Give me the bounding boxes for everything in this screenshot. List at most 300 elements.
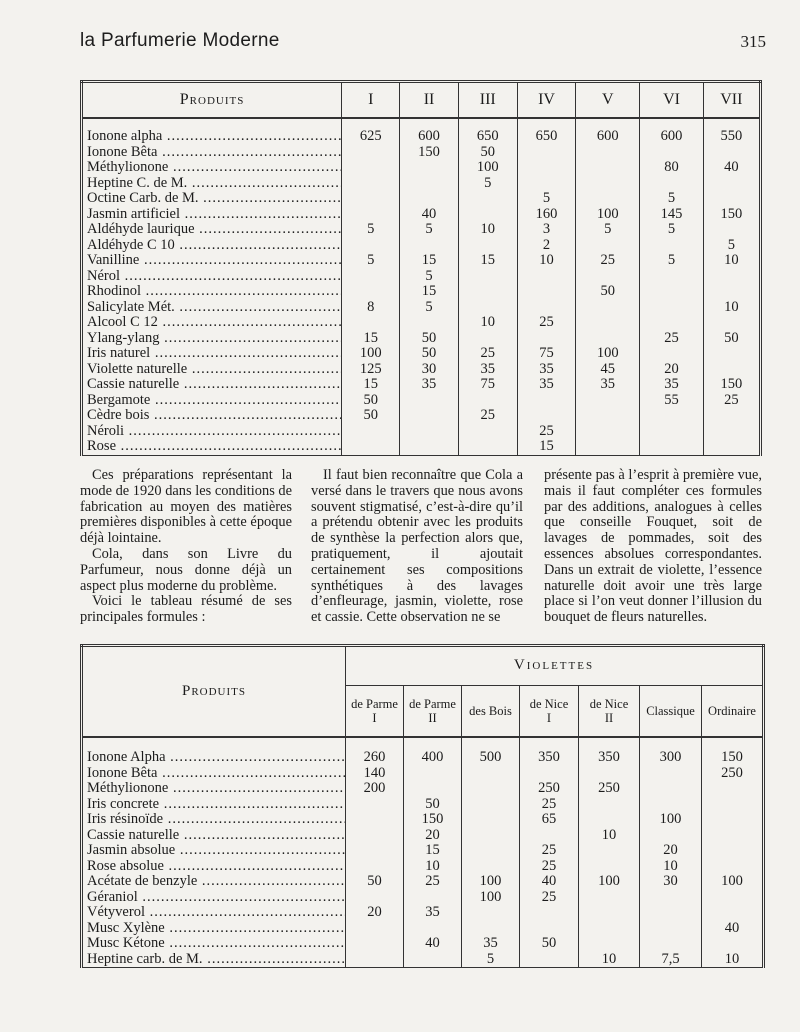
quantity-cell: 15 xyxy=(517,439,575,455)
table2-col-header xyxy=(462,686,520,738)
table-row xyxy=(82,408,761,424)
col-header-line2: I xyxy=(546,711,552,725)
product-name xyxy=(82,300,342,316)
quantity-cell: 100 xyxy=(640,812,702,828)
text-column-1 xyxy=(80,468,292,626)
quantity-cell xyxy=(579,890,640,906)
product-name xyxy=(82,191,342,207)
quantity-cell xyxy=(462,905,520,921)
product-name xyxy=(82,766,346,782)
product-name xyxy=(82,797,346,813)
quantity-cell xyxy=(400,176,458,192)
text-column-3 xyxy=(544,468,762,626)
quantity-cell xyxy=(346,952,404,968)
quantity-cell: 35 xyxy=(517,377,575,393)
product-name-text: Méthylionone ..... xyxy=(87,781,346,796)
product-name-text: Iris résinoïde ..... xyxy=(87,812,346,827)
product-name-text: Ylang-ylang ..... xyxy=(87,331,342,346)
col-header-line1: des Bois xyxy=(469,704,512,718)
quantity-cell: 10 xyxy=(579,952,640,968)
quantity-cell xyxy=(640,408,703,424)
table-row xyxy=(82,331,761,347)
product-name xyxy=(82,160,342,176)
quantity-cell xyxy=(640,238,703,254)
product-name-text: Alcool C 12 ..... xyxy=(87,315,342,330)
table1-col-header: VI xyxy=(640,82,703,119)
quantity-cell: 25 xyxy=(640,331,703,347)
table-row xyxy=(82,284,761,300)
formula-table-1 xyxy=(80,80,762,456)
table2-product-header: Produits xyxy=(82,646,346,738)
quantity-cell: 75 xyxy=(458,377,517,393)
quantity-cell xyxy=(703,269,760,285)
table2-body xyxy=(82,737,764,968)
table-row xyxy=(82,921,764,937)
table-row xyxy=(82,238,761,254)
quantity-cell xyxy=(517,176,575,192)
paragraph: Voici le tableau résumé de ses principales formules : xyxy=(80,593,292,626)
table-row xyxy=(82,393,761,409)
quantity-cell xyxy=(703,362,760,378)
quantity-cell: 20 xyxy=(346,905,404,921)
quantity-cell xyxy=(342,315,400,331)
quantity-cell xyxy=(703,439,760,455)
quantity-cell: 15 xyxy=(400,253,458,269)
quantity-cell: 25 xyxy=(703,393,760,409)
quantity-cell: 150 xyxy=(703,377,760,393)
quantity-cell: 100 xyxy=(342,346,400,362)
product-name-text: Ionone Bêta ..... xyxy=(87,145,342,160)
product-name xyxy=(82,176,342,192)
col-header-line1: de Parme xyxy=(409,697,456,711)
product-name xyxy=(82,859,346,875)
quantity-cell: 400 xyxy=(404,737,462,766)
quantity-cell: 200 xyxy=(346,781,404,797)
quantity-cell: 35 xyxy=(576,377,640,393)
quantity-cell xyxy=(517,408,575,424)
col-header-line2: I xyxy=(372,711,377,725)
quantity-cell: 15 xyxy=(404,843,462,859)
quantity-cell: 5 xyxy=(640,222,703,238)
product-name xyxy=(82,424,342,440)
quantity-cell xyxy=(517,145,575,161)
quantity-cell xyxy=(579,797,640,813)
quantity-cell xyxy=(458,393,517,409)
table2-col-header xyxy=(640,686,702,738)
page-header xyxy=(80,30,766,56)
product-name xyxy=(82,952,346,968)
quantity-cell xyxy=(458,238,517,254)
quantity-cell: 260 xyxy=(346,737,404,766)
product-name-text: Musc Xylène ..... xyxy=(87,921,346,936)
quantity-cell: 25 xyxy=(404,874,462,890)
quantity-cell: 160 xyxy=(517,207,575,223)
quantity-cell xyxy=(404,766,462,782)
quantity-cell: 5 xyxy=(640,253,703,269)
quantity-cell xyxy=(462,812,520,828)
product-name xyxy=(82,828,346,844)
quantity-cell: 30 xyxy=(640,874,702,890)
quantity-cell: 100 xyxy=(462,890,520,906)
quantity-cell: 20 xyxy=(640,362,703,378)
product-name xyxy=(82,253,342,269)
product-name xyxy=(82,377,342,393)
quantity-cell: 5 xyxy=(342,222,400,238)
quantity-cell: 250 xyxy=(520,781,579,797)
product-name xyxy=(82,346,342,362)
quantity-cell xyxy=(342,439,400,455)
product-name-text: Aldéhyde laurique ..... xyxy=(87,222,342,237)
table2-col-header xyxy=(520,686,579,738)
product-name xyxy=(82,238,342,254)
quantity-cell: 55 xyxy=(640,393,703,409)
quantity-cell xyxy=(703,315,760,331)
product-name xyxy=(82,936,346,952)
quantity-cell xyxy=(640,315,703,331)
table-row xyxy=(82,118,761,145)
quantity-cell xyxy=(346,859,404,875)
quantity-cell xyxy=(640,828,702,844)
product-name-text: Néroli ..... xyxy=(87,424,342,439)
table-row xyxy=(82,905,764,921)
quantity-cell xyxy=(462,859,520,875)
quantity-cell: 35 xyxy=(462,936,520,952)
quantity-cell xyxy=(404,781,462,797)
quantity-cell: 20 xyxy=(640,843,702,859)
quantity-cell xyxy=(702,812,764,828)
quantity-cell xyxy=(576,424,640,440)
quantity-cell: 5 xyxy=(458,176,517,192)
quantity-cell: 15 xyxy=(342,331,400,347)
quantity-cell: 650 xyxy=(458,118,517,145)
quantity-cell: 150 xyxy=(703,207,760,223)
product-name xyxy=(82,843,346,859)
col-header-line1: de Parme xyxy=(351,697,398,711)
quantity-cell: 650 xyxy=(517,118,575,145)
quantity-cell: 40 xyxy=(520,874,579,890)
quantity-cell xyxy=(458,331,517,347)
quantity-cell: 140 xyxy=(346,766,404,782)
product-name xyxy=(82,145,342,161)
quantity-cell xyxy=(400,439,458,455)
quantity-cell: 25 xyxy=(458,408,517,424)
table-row xyxy=(82,362,761,378)
quantity-cell xyxy=(640,346,703,362)
quantity-cell: 50 xyxy=(404,797,462,813)
product-name xyxy=(82,284,342,300)
quantity-cell xyxy=(579,936,640,952)
quantity-cell xyxy=(400,238,458,254)
col-header-line1: Classique xyxy=(646,704,695,718)
quantity-cell: 30 xyxy=(400,362,458,378)
product-name xyxy=(82,222,342,238)
quantity-cell xyxy=(703,424,760,440)
table-row xyxy=(82,315,761,331)
table-row xyxy=(82,828,764,844)
quantity-cell xyxy=(346,921,404,937)
product-name xyxy=(82,890,346,906)
quantity-cell: 100 xyxy=(462,874,520,890)
quantity-cell xyxy=(579,766,640,782)
quantity-cell xyxy=(640,300,703,316)
quantity-cell xyxy=(520,921,579,937)
quantity-cell: 65 xyxy=(520,812,579,828)
quantity-cell: 25 xyxy=(520,843,579,859)
product-name-text: Iris concrete ..... xyxy=(87,797,346,812)
table2-col-header xyxy=(404,686,462,738)
quantity-cell: 100 xyxy=(702,874,764,890)
quantity-cell: 145 xyxy=(640,207,703,223)
quantity-cell: 25 xyxy=(517,424,575,440)
quantity-cell: 45 xyxy=(576,362,640,378)
quantity-cell xyxy=(703,346,760,362)
product-name xyxy=(82,921,346,937)
quantity-cell: 150 xyxy=(404,812,462,828)
quantity-cell xyxy=(342,238,400,254)
quantity-cell: 50 xyxy=(520,936,579,952)
quantity-cell xyxy=(458,269,517,285)
quantity-cell xyxy=(342,191,400,207)
quantity-cell xyxy=(640,284,703,300)
quantity-cell xyxy=(517,160,575,176)
product-name-text: Nérol ..... xyxy=(87,269,342,284)
quantity-cell xyxy=(520,766,579,782)
quantity-cell: 5 xyxy=(576,222,640,238)
quantity-cell xyxy=(400,315,458,331)
product-name-text: Rhodinol ..... xyxy=(87,284,342,299)
quantity-cell: 50 xyxy=(458,145,517,161)
quantity-cell xyxy=(458,284,517,300)
quantity-cell: 80 xyxy=(640,160,703,176)
table2-group-header: Violettes xyxy=(346,646,764,686)
quantity-cell: 10 xyxy=(458,222,517,238)
quantity-cell xyxy=(640,797,702,813)
product-name-text: Jasmin artificiel ..... xyxy=(87,207,342,222)
table-row xyxy=(82,781,764,797)
paragraph: Il faut bien reconnaître que Cola a versé dans le travers que nous avons souvent stigmatisé, c’est-à-dire qu’il a prétendu obtenir avec les produits de synthèse la perfection alors que, pratiquement, il ajoutait certainement ses compositions synthétiques à des lavages d’enfleurage, jasmin, violette, rose et cassie. Cette observation ne se xyxy=(311,467,523,626)
product-name-text: Musc Kétone ..... xyxy=(87,936,346,951)
quantity-cell xyxy=(576,191,640,207)
quantity-cell: 20 xyxy=(404,828,462,844)
table1-header-row xyxy=(82,82,761,119)
quantity-cell xyxy=(517,284,575,300)
quantity-cell xyxy=(579,921,640,937)
product-name-text: Aldéhyde C 10 ..... xyxy=(87,238,342,253)
quantity-cell: 10 xyxy=(640,859,702,875)
quantity-cell: 10 xyxy=(458,315,517,331)
quantity-cell xyxy=(400,191,458,207)
quantity-cell xyxy=(346,812,404,828)
quantity-cell: 50 xyxy=(346,874,404,890)
product-name-text: Cassie naturelle ..... xyxy=(87,377,342,392)
table1-product-header: Produits xyxy=(82,82,342,119)
quantity-cell: 35 xyxy=(640,377,703,393)
quantity-cell xyxy=(342,145,400,161)
product-name xyxy=(82,408,342,424)
quantity-cell xyxy=(702,890,764,906)
product-name xyxy=(82,331,342,347)
table-row xyxy=(82,300,761,316)
quantity-cell xyxy=(579,859,640,875)
product-name-text: Cassie naturelle ..... xyxy=(87,828,346,843)
product-name xyxy=(82,737,346,766)
col-header-line1: de Nice xyxy=(589,697,629,711)
product-name xyxy=(82,207,342,223)
quantity-cell xyxy=(462,843,520,859)
table-row xyxy=(82,439,761,455)
product-name-text: Heptine C. de M. ..... xyxy=(87,176,342,191)
table1-col-header: II xyxy=(400,82,458,119)
product-name xyxy=(82,781,346,797)
table-row xyxy=(82,377,761,393)
quantity-cell: 5 xyxy=(517,191,575,207)
quantity-cell: 35 xyxy=(404,905,462,921)
quantity-cell xyxy=(703,284,760,300)
quantity-cell xyxy=(576,176,640,192)
quantity-cell xyxy=(400,408,458,424)
quantity-cell xyxy=(342,207,400,223)
quantity-cell xyxy=(640,145,703,161)
quantity-cell xyxy=(640,269,703,285)
table-row xyxy=(82,812,764,828)
table-row xyxy=(82,160,761,176)
quantity-cell xyxy=(702,781,764,797)
quantity-cell: 300 xyxy=(640,737,702,766)
table2-col-header xyxy=(579,686,640,738)
quantity-cell xyxy=(517,300,575,316)
quantity-cell xyxy=(640,921,702,937)
quantity-cell xyxy=(702,905,764,921)
quantity-cell xyxy=(458,300,517,316)
product-name xyxy=(82,118,342,145)
col-header-line1: Ordinaire xyxy=(708,704,756,718)
table-row xyxy=(82,874,764,890)
quantity-cell xyxy=(458,191,517,207)
table1-col-header: V xyxy=(576,82,640,119)
quantity-cell: 600 xyxy=(576,118,640,145)
paragraph: Ces préparations représentant la mode de 1920 dans les conditions de fabrication au moyen des matières premières disponibles à cette époque déjà lointaine. xyxy=(80,467,292,547)
quantity-cell xyxy=(640,439,703,455)
paragraph: présente pas à l’esprit à première vue, mais il faut compléter ces formules par des additions, analogues à celles que conseille Fouquet, soit de lavages de pommades, soit des essences absolues correspondantes. Dans un extrait de violette, l’essence naturelle doit avoir une très large place si l’on veut donner l’illusion du bouquet de fleurs naturelles. xyxy=(544,467,762,626)
quantity-cell: 50 xyxy=(400,331,458,347)
quantity-cell: 350 xyxy=(520,737,579,766)
quantity-cell: 7,5 xyxy=(640,952,702,968)
quantity-cell: 50 xyxy=(400,346,458,362)
quantity-cell xyxy=(517,331,575,347)
quantity-cell xyxy=(462,766,520,782)
quantity-cell xyxy=(342,269,400,285)
quantity-cell: 40 xyxy=(400,207,458,223)
quantity-cell xyxy=(579,843,640,859)
quantity-cell xyxy=(702,797,764,813)
col-header-line1: de Nice xyxy=(529,697,569,711)
quantity-cell: 5 xyxy=(400,222,458,238)
quantity-cell: 10 xyxy=(517,253,575,269)
quantity-cell xyxy=(342,424,400,440)
quantity-cell xyxy=(517,269,575,285)
table-row xyxy=(82,222,761,238)
quantity-cell: 5 xyxy=(342,253,400,269)
product-name-text: Rose absolue ..... xyxy=(87,859,346,874)
quantity-cell: 5 xyxy=(462,952,520,968)
quantity-cell xyxy=(342,284,400,300)
product-name-text: Ionone Alpha ..... xyxy=(87,749,346,765)
quantity-cell: 50 xyxy=(703,331,760,347)
quantity-cell: 25 xyxy=(517,315,575,331)
quantity-cell xyxy=(576,269,640,285)
table-row xyxy=(82,797,764,813)
quantity-cell xyxy=(346,936,404,952)
quantity-cell xyxy=(462,781,520,797)
quantity-cell xyxy=(640,781,702,797)
table1-col-header: IV xyxy=(517,82,575,119)
table-row xyxy=(82,191,761,207)
quantity-cell xyxy=(640,905,702,921)
quantity-cell xyxy=(346,890,404,906)
table1-body xyxy=(82,118,761,455)
col-header-line2: II xyxy=(604,711,614,725)
quantity-cell xyxy=(640,890,702,906)
product-name xyxy=(82,269,342,285)
quantity-cell xyxy=(404,952,462,968)
quantity-cell xyxy=(404,890,462,906)
quantity-cell: 35 xyxy=(517,362,575,378)
quantity-cell xyxy=(346,828,404,844)
product-name-text: Heptine carb. de M. ..... xyxy=(87,952,346,967)
table-row xyxy=(82,145,761,161)
quantity-cell xyxy=(579,905,640,921)
quantity-cell xyxy=(576,393,640,409)
quantity-cell xyxy=(346,843,404,859)
quantity-cell xyxy=(703,145,760,161)
quantity-cell: 5 xyxy=(400,300,458,316)
quantity-cell xyxy=(462,797,520,813)
table1-col-header: I xyxy=(342,82,400,119)
table-row xyxy=(82,843,764,859)
table-row xyxy=(82,890,764,906)
quantity-cell xyxy=(703,408,760,424)
quantity-cell xyxy=(640,424,703,440)
quantity-cell xyxy=(520,952,579,968)
product-name xyxy=(82,439,342,455)
quantity-cell xyxy=(520,905,579,921)
quantity-cell: 25 xyxy=(458,346,517,362)
product-name xyxy=(82,905,346,921)
quantity-cell: 100 xyxy=(576,207,640,223)
quantity-cell: 625 xyxy=(342,118,400,145)
quantity-cell: 5 xyxy=(640,191,703,207)
table-row xyxy=(82,952,764,968)
product-name xyxy=(82,315,342,331)
table-row xyxy=(82,737,764,766)
quantity-cell: 8 xyxy=(342,300,400,316)
quantity-cell: 250 xyxy=(702,766,764,782)
quantity-cell: 25 xyxy=(520,797,579,813)
quantity-cell xyxy=(702,859,764,875)
quantity-cell: 125 xyxy=(342,362,400,378)
page-number: 315 xyxy=(740,32,766,51)
quantity-cell: 35 xyxy=(458,362,517,378)
quantity-cell xyxy=(400,160,458,176)
quantity-cell xyxy=(462,921,520,937)
formula-table-2 xyxy=(80,644,765,968)
quantity-cell: 25 xyxy=(576,253,640,269)
table-row xyxy=(82,269,761,285)
product-name xyxy=(82,362,342,378)
quantity-cell xyxy=(576,315,640,331)
product-name-text: Rose ..... xyxy=(87,439,342,454)
quantity-cell: 500 xyxy=(462,737,520,766)
